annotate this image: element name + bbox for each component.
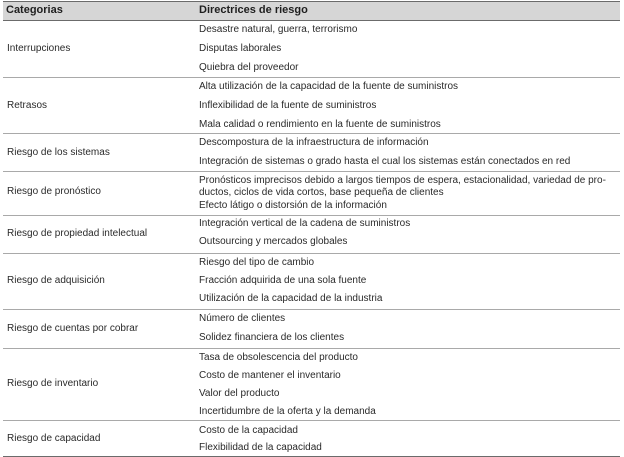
driver-list [199,134,620,170]
table-row [3,78,620,134]
driver-item: Inflexibilidad de la fuente de suministros [199,100,377,111]
category-cell: Riesgo de propiedad intelectual [7,228,148,239]
driver-item: Pronósticos imprecisos debido a largos tiempos de espera, estacionalidad, variedad de pro- [199,175,606,186]
driver-list [199,78,620,132]
category-cell: Riesgo de cuentas por cobrar [7,323,139,334]
category-cell: Riesgo de adquisición [7,275,105,286]
category-cell: Riesgo de pronóstico [7,186,101,197]
driver-item: Alta utilización de la capacidad de la fuente de suministros [199,81,459,92]
driver-item: Disputas laborales [199,43,282,54]
table-row [3,21,620,78]
driver-item: Incertidumbre de la oferta y la demanda [199,406,376,417]
driver-item: ductos, ciclos de vida cortos, base pequeña de clientes [199,187,444,198]
category-cell: Retrasos [7,100,48,111]
header-directrices: Directrices de riesgo [199,4,308,16]
driver-list [199,172,620,213]
driver-item: Mala calidad o rendimiento en la fuente de suministros [199,119,441,130]
driver-item: Tasa de obsolescencia del producto [199,352,358,363]
table-row [3,310,620,349]
table-row [3,134,620,172]
driver-item: Número de clientes [199,313,286,324]
driver-list [199,421,620,455]
driver-item: Flexibilidad de la capacidad [199,442,322,453]
driver-item: Valor del producto [199,388,280,399]
driver-item: Desastre natural, guerra, terrorismo [199,24,358,35]
driver-item: Fracción adquirida de una sola fuente [199,275,367,286]
category-cell: Riesgo de los sistemas [7,147,110,158]
driver-item: Outsourcing y mercados globales [199,236,348,247]
table-row [3,421,620,457]
driver-item: Integración vertical de la cadena de suministros [199,218,411,229]
category-cell: Riesgo de capacidad [7,433,101,444]
driver-item: Integración de sistemas o grado hasta el cual los sistemas están conectados en red [199,156,571,167]
driver-item: Efecto látigo o distorsión de la información [199,200,387,211]
driver-item: Descompostura de la infraestructura de información [199,137,429,148]
table-row [3,254,620,310]
category-cell: Interrupciones [7,43,71,54]
driver-item: Utilización de la capacidad de la industria [199,293,383,304]
driver-list [199,216,620,250]
driver-list [199,254,620,307]
driver-list [199,310,620,346]
driver-item: Riesgo del tipo de cambio [199,257,315,268]
table-row [3,216,620,254]
header-categorias: Categorias [6,4,63,16]
table-row [3,349,620,421]
category-cell: Riesgo de inventario [7,378,99,389]
driver-item: Costo de mantener el inventario [199,370,341,381]
table-header [3,1,620,21]
driver-item: Costo de la capacidad [199,425,298,436]
driver-list [199,349,620,419]
driver-list [199,21,620,76]
risk-table [3,1,620,457]
driver-item: Solidez financiera de los clientes [199,332,345,343]
driver-item: Quiebra del proveedor [199,62,299,73]
table-row [3,172,620,216]
